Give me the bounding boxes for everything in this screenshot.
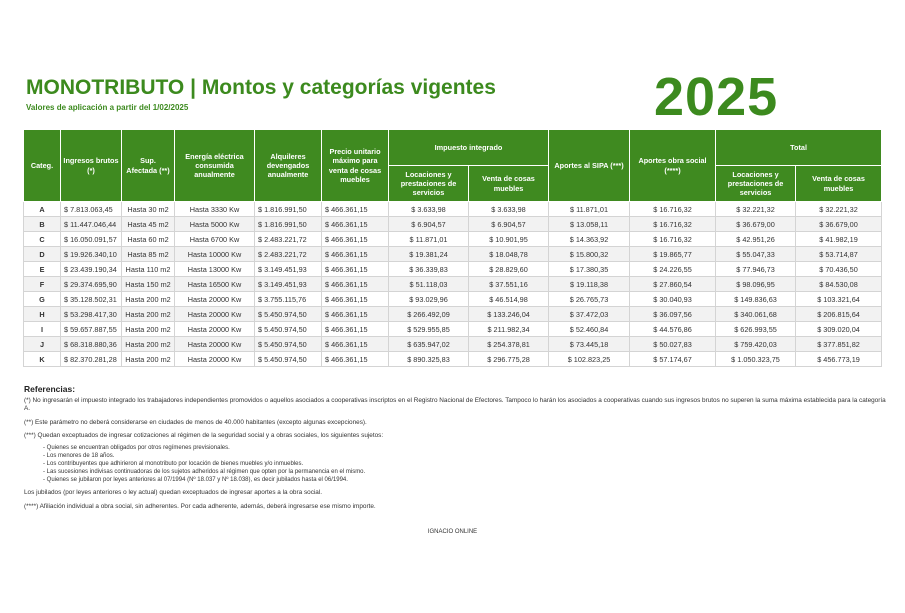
category-cell: E: [24, 262, 61, 277]
table-cell: $ 52.460,84: [549, 322, 630, 337]
header-alquileres: Alquileres devengados anualmente: [255, 130, 322, 202]
table-cell: $ 18.048,78: [469, 247, 549, 262]
table-row: [24, 217, 882, 232]
table-cell: $ 14.363,92: [549, 232, 630, 247]
table-cell: Hasta 85 m2: [122, 247, 175, 262]
category-cell: G: [24, 292, 61, 307]
table-cell: $ 10.901,95: [469, 232, 549, 247]
table-cell: $ 77.946,73: [716, 262, 796, 277]
table-cell: $ 53.714,87: [796, 247, 882, 262]
table-cell: Hasta 5000 Kw: [175, 217, 255, 232]
table-cell: $ 68.318.880,36: [61, 337, 122, 352]
table-cell: $ 46.514,98: [469, 292, 549, 307]
table-cell: $ 16.716,32: [630, 232, 716, 247]
table-row: [24, 292, 882, 307]
table-cell: $ 16.716,32: [630, 202, 716, 217]
table-cell: $ 13.058,11: [549, 217, 630, 232]
table-cell: $ 53.298.417,30: [61, 307, 122, 322]
header-ingresos: Ingresos brutos (*): [61, 130, 122, 202]
table-cell: $ 5.450.974,50: [255, 322, 322, 337]
category-cell: A: [24, 202, 61, 217]
table-cell: Hasta 20000 Kw: [175, 337, 255, 352]
header-impuesto: Impuesto integrado: [389, 130, 549, 166]
table-cell: $ 466.361,15: [322, 217, 389, 232]
table-cell: $ 51.118,03: [389, 277, 469, 292]
table-row: [24, 232, 882, 247]
table-cell: $ 466.361,15: [322, 322, 389, 337]
category-cell: H: [24, 307, 61, 322]
references-heading: Referencias:: [24, 384, 76, 394]
table-row: [24, 352, 882, 367]
table-cell: $ 36.339,83: [389, 262, 469, 277]
table-cell: $ 635.947,02: [389, 337, 469, 352]
table-cell: $ 3.149.451,93: [255, 262, 322, 277]
year-label: 2025: [654, 67, 779, 127]
table-cell: $ 466.361,15: [322, 292, 389, 307]
category-cell: I: [24, 322, 61, 337]
table-cell: $ 11.447.046,44: [61, 217, 122, 232]
list-item: - Los contribuyentes que adhirieron al monotributo por locación de bienes muebles y/o inmuebles.: [43, 461, 886, 469]
table-cell: $ 3.755.115,76: [255, 292, 322, 307]
table-cell: $ 55.047,33: [716, 247, 796, 262]
page-subtitle: Valores de aplicación a partir del 1/02/2025: [26, 103, 189, 112]
table-row: [24, 202, 882, 217]
table-cell: $ 102.823,25: [549, 352, 630, 367]
table-cell: $ 2.483.221,72: [255, 232, 322, 247]
table-cell: $ 19.118,38: [549, 277, 630, 292]
table-cell: Hasta 6700 Kw: [175, 232, 255, 247]
note-2: (**) Este parámetro no deberá considerarse en ciudades de menos de 40.000 habitantes (excepto algunas excepciones).: [24, 418, 367, 426]
table-cell: $ 19.865,77: [630, 247, 716, 262]
table-cell: $ 1.816.991,50: [255, 202, 322, 217]
table-cell: $ 5.450.974,50: [255, 337, 322, 352]
category-cell: K: [24, 352, 61, 367]
table-cell: $ 50.027,83: [630, 337, 716, 352]
table-cell: $ 59.657.887,55: [61, 322, 122, 337]
table-cell: $ 6.904,57: [469, 217, 549, 232]
table-row: [24, 247, 882, 262]
table-cell: $ 23.439.190,34: [61, 262, 122, 277]
table-cell: Hasta 10000 Kw: [175, 247, 255, 262]
list-item: - Los menores de 18 años.: [43, 453, 886, 461]
table-cell: $ 32.221,32: [796, 202, 882, 217]
table-cell: Hasta 20000 Kw: [175, 322, 255, 337]
table-cell: $ 2.483.221,72: [255, 247, 322, 262]
table-cell: $ 30.040,93: [630, 292, 716, 307]
list-item: - Quienes se encuentran obligados por otros regímenes previsionales.: [43, 445, 886, 453]
note-1: (*) No ingresarán el impuesto integrado los trabajadores independientes promovidos o aquellos asociados a cooperativas inscriptos en el Registro Nacional de Efectores. Tampoco lo harán los asociados a cooperativas cuando sus ingresos brutos no superen la suma máxima establecida para la categoría A.: [24, 397, 886, 413]
table-cell: Hasta 200 m2: [122, 322, 175, 337]
table-cell: $ 36.097,56: [630, 307, 716, 322]
table-cell: $ 266.492,09: [389, 307, 469, 322]
table-cell: $ 98.096,95: [716, 277, 796, 292]
table-cell: $ 24.226,55: [630, 262, 716, 277]
list-item: - Quienes se jubilaron por leyes anteriores al 07/1994 (Nº 18.037 y Nº 18.038), es decir jubilados hasta el 06/1994.: [43, 477, 886, 485]
table-row: [24, 277, 882, 292]
table-cell: Hasta 110 m2: [122, 262, 175, 277]
table-cell: $ 26.765,73: [549, 292, 630, 307]
table-cell: $ 377.851,82: [796, 337, 882, 352]
exceptions-list: [24, 445, 886, 484]
table-cell: $ 15.800,32: [549, 247, 630, 262]
table-cell: $ 16.050.091,57: [61, 232, 122, 247]
table-cell: $ 57.174,67: [630, 352, 716, 367]
table-row: [24, 262, 882, 277]
table-cell: $ 32.221,32: [716, 202, 796, 217]
table-cell: $ 35.128.502,31: [61, 292, 122, 307]
table-cell: $ 206.815,64: [796, 307, 882, 322]
table-cell: $ 6.904,57: [389, 217, 469, 232]
category-cell: B: [24, 217, 61, 232]
table-cell: $ 466.361,15: [322, 247, 389, 262]
table-cell: $ 11.871,01: [389, 232, 469, 247]
table-cell: $ 3.149.451,93: [255, 277, 322, 292]
table-cell: $ 296.775,28: [469, 352, 549, 367]
table-cell: $ 456.773,19: [796, 352, 882, 367]
table-cell: Hasta 20000 Kw: [175, 292, 255, 307]
category-cell: F: [24, 277, 61, 292]
table-cell: Hasta 200 m2: [122, 337, 175, 352]
header-precio: Precio unitario máximo para venta de cosas muebles: [322, 130, 389, 202]
table-cell: $ 254.378,81: [469, 337, 549, 352]
references-section: [24, 384, 886, 516]
table-cell: $ 84.530,08: [796, 277, 882, 292]
header-imp-locaciones: Locaciones y prestaciones de servicios: [389, 166, 469, 202]
table-cell: $ 17.380,35: [549, 262, 630, 277]
table-cell: $ 82.370.281,28: [61, 352, 122, 367]
table-cell: $ 44.576,86: [630, 322, 716, 337]
table-cell: $ 7.813.063,45: [61, 202, 122, 217]
table-cell: Hasta 20000 Kw: [175, 352, 255, 367]
table-cell: $ 27.860,54: [630, 277, 716, 292]
table-cell: $ 759.420,03: [716, 337, 796, 352]
table-row: [24, 337, 882, 352]
header-sipa: Aportes al SIPA (***): [549, 130, 630, 202]
note-4: Los jubilados (por leyes anteriores o ley actual) quedan exceptuados de ingresar aportes a la obra social.: [24, 489, 323, 497]
table-cell: $ 133.246,04: [469, 307, 549, 322]
table-cell: $ 1.816.991,50: [255, 217, 322, 232]
table-cell: $ 103.321,64: [796, 292, 882, 307]
table-cell: Hasta 16500 Kw: [175, 277, 255, 292]
list-item: - Las sucesiones indivisas continuadoras de los sujetos adheridos al régimen que opten por la permanencia en el mismo.: [43, 469, 886, 477]
table-cell: $ 36.679,00: [716, 217, 796, 232]
table-cell: $ 93.029,96: [389, 292, 469, 307]
table-cell: $ 5.450.974,50: [255, 307, 322, 322]
table-cell: $ 36.679,00: [796, 217, 882, 232]
table-cell: $ 309.020,04: [796, 322, 882, 337]
table-cell: $ 529.955,85: [389, 322, 469, 337]
header-categ: Categ.: [24, 130, 61, 202]
table-cell: $ 42.951,26: [716, 232, 796, 247]
table-cell: $ 37.472,03: [549, 307, 630, 322]
header-imp-venta: Venta de cosas muebles: [469, 166, 549, 202]
table-cell: $ 19.926.340,10: [61, 247, 122, 262]
table-cell: Hasta 20000 Kw: [175, 307, 255, 322]
header-obra: Aportes obra social (****): [630, 130, 716, 202]
header-total-locaciones: Locaciones y prestaciones de servicios: [716, 166, 796, 202]
table-cell: Hasta 30 m2: [122, 202, 175, 217]
categories-table: [23, 129, 882, 367]
table-cell: $ 211.982,34: [469, 322, 549, 337]
table-cell: $ 11.871,01: [549, 202, 630, 217]
table-cell: $ 340.061,68: [716, 307, 796, 322]
table-cell: $ 466.361,15: [322, 202, 389, 217]
note-3: (***) Quedan exceptuados de ingresar cotizaciones al régimen de la seguridad social y a obras sociales, los siguientes sujetos:: [24, 432, 384, 440]
header-energia: Energía eléctrica consumida anualmente: [175, 130, 255, 202]
table-cell: $ 41.982,19: [796, 232, 882, 247]
table-cell: $ 466.361,15: [322, 352, 389, 367]
table-cell: Hasta 200 m2: [122, 292, 175, 307]
footer-credit: IGNACIO ONLINE: [427, 529, 478, 535]
table-row: [24, 322, 882, 337]
header-total-venta: Venta de cosas muebles: [796, 166, 882, 202]
category-cell: J: [24, 337, 61, 352]
table-cell: $ 73.445,18: [549, 337, 630, 352]
table-cell: $ 3.633,98: [389, 202, 469, 217]
page-title: MONOTRIBUTO | Montos y categorías vigentes: [26, 76, 496, 99]
table-cell: Hasta 60 m2: [122, 232, 175, 247]
table-cell: $ 466.361,15: [322, 307, 389, 322]
table-cell: $ 29.374.695,90: [61, 277, 122, 292]
table-cell: $ 70.436,50: [796, 262, 882, 277]
table-cell: $ 1.050.323,75: [716, 352, 796, 367]
table-cell: Hasta 3330 Kw: [175, 202, 255, 217]
table-cell: $ 466.361,15: [322, 232, 389, 247]
table-body: [24, 202, 882, 367]
note-5: (****) Afiliación individual a obra social, sin adherentes. Por cada adherente, además, deberá ingresarse ese mismo importe.: [24, 502, 376, 510]
header-total: Total: [716, 130, 882, 166]
table-cell: $ 890.325,83: [389, 352, 469, 367]
table-row: [24, 307, 882, 322]
category-cell: C: [24, 232, 61, 247]
table-cell: Hasta 200 m2: [122, 307, 175, 322]
table-cell: Hasta 45 m2: [122, 217, 175, 232]
table-cell: $ 28.829,60: [469, 262, 549, 277]
table-cell: $ 5.450.974,50: [255, 352, 322, 367]
table-cell: $ 19.381,24: [389, 247, 469, 262]
table-cell: $ 37.551,16: [469, 277, 549, 292]
table-cell: Hasta 150 m2: [122, 277, 175, 292]
table-cell: $ 3.633,98: [469, 202, 549, 217]
table-cell: Hasta 200 m2: [122, 352, 175, 367]
table-cell: $ 466.361,15: [322, 262, 389, 277]
table-cell: $ 149.836,63: [716, 292, 796, 307]
table-cell: $ 626.993,55: [716, 322, 796, 337]
table-cell: Hasta 13000 Kw: [175, 262, 255, 277]
table-cell: $ 16.716,32: [630, 217, 716, 232]
category-cell: D: [24, 247, 61, 262]
table-cell: $ 466.361,15: [322, 277, 389, 292]
table-cell: $ 466.361,15: [322, 337, 389, 352]
header-sup: Sup. Afectada (**): [122, 130, 175, 202]
